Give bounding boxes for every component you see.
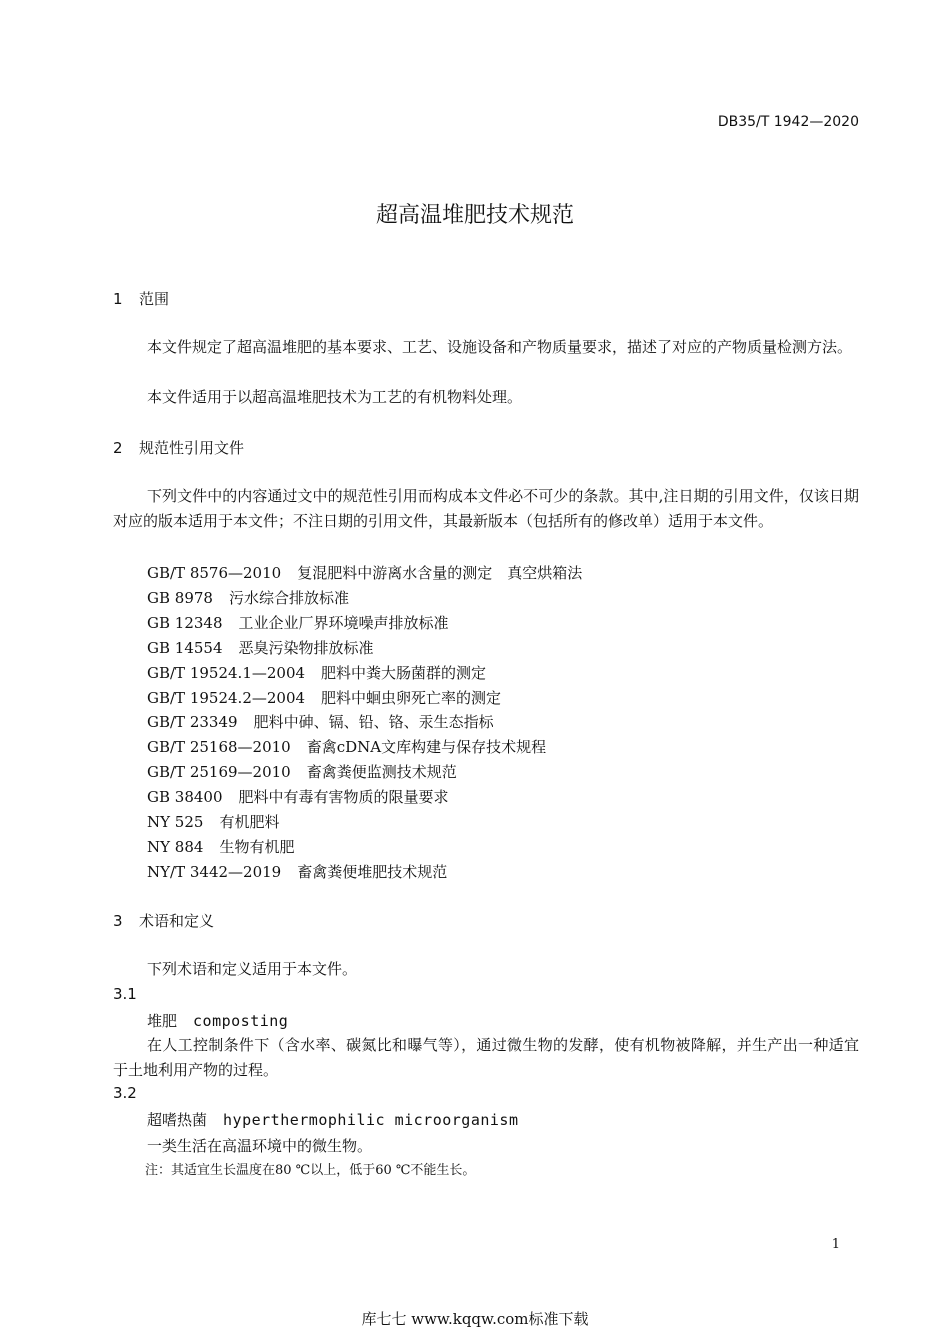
term-entry [147,1010,288,1031]
reference-code: NY 525 [147,813,204,831]
reference-code: NY 884 [147,838,204,856]
reference-code: GB 12348 [147,614,223,632]
reference-title: 畜禽粪便监测技术规范 [306,763,457,781]
footer-watermark: 库七七 www.kqqw.com标准下载 [361,1310,589,1328]
term-en: hyperthermophilic microorganism [223,1111,519,1129]
paragraph: 本文件适用于以超高温堆肥技术为工艺的有机物料处理。 [147,388,523,406]
note: 注：其适宜生长温度在80 ℃以上，低于60 ℃不能生长。 [145,1163,476,1178]
reference-code: GB 14554 [147,639,223,657]
reference-item [147,687,501,708]
reference-title: 工业企业厂界环境噪声排放标准 [238,614,449,632]
reference-code: GB/T 25168—2010 [147,738,291,756]
paragraph: 下列文件中的内容通过文中的规范性引用而构成本文件必不可少的条款。其中,注日期的引用文件，仅该日期对应的版本适用于本文件；不注日期的引用文件，其最新版本（包括所有的修改单）适用于本文件。 [113,487,859,530]
section-3-heading [113,910,214,931]
term-zh: 超嗜热菌 [147,1111,208,1129]
reference-code: GB/T 19524.2—2004 [147,689,306,707]
reference-item [147,811,279,832]
section-number: 3 [113,912,123,930]
term-definition: 一类生活在高温环境中的微生物。 [147,1137,373,1155]
reference-title: 畜禽cDNA文库构建与保存技术规程 [306,738,547,756]
reference-code: GB 8978 [147,589,213,607]
reference-code: GB 38400 [147,788,223,806]
reference-item [147,736,546,757]
reference-code: NY/T 3442—2019 [147,863,282,881]
paragraph: 下列术语和定义适用于本文件。 [147,960,358,978]
reference-title: 复混肥料中游离水含量的测定 真空烘箱法 [297,564,583,582]
section-2-heading [113,437,244,458]
reference-code: GB/T 23349 [147,713,238,731]
term-definition: 在人工控制条件下（含水率、碳氮比和曝气等），通过微生物的发酵，使有机物被降解，并生产出一种适宜于土地利用产物的过程。 [113,1036,859,1079]
page-number: 1 [831,1237,840,1252]
reference-item [147,562,582,583]
clause-number: 3.2 [113,1084,137,1102]
section-number: 1 [113,290,123,308]
document-id: DB35/T 1942—2020 [717,114,859,130]
section-title: 范围 [139,290,170,308]
reference-title: 肥料中蛔虫卵死亡率的测定 [321,689,502,707]
reference-title: 肥料中有毒有害物质的限量要求 [238,788,449,806]
reference-item [147,836,294,857]
reference-title: 肥料中粪大肠菌群的测定 [321,664,487,682]
reference-title: 生物有机肥 [219,838,295,856]
term-zh: 堆肥 [147,1012,178,1030]
reference-code: GB/T 25169—2010 [147,763,291,781]
reference-title: 有机肥料 [219,813,280,831]
reference-item [147,711,494,732]
reference-item [147,637,374,658]
term-entry [147,1109,518,1130]
reference-code: GB/T 19524.1—2004 [147,664,306,682]
reference-item [147,761,457,782]
reference-title: 畜禽粪便堆肥技术规范 [297,863,448,881]
reference-title: 恶臭污染物排放标准 [238,639,374,657]
document-title: 超高温堆肥技术规范 [375,203,574,228]
reference-item [147,662,486,683]
paragraph: 本文件规定了超高温堆肥的基本要求、工艺、设施设备和产物质量要求，描述了对应的产物质量检测方法。 [147,338,853,356]
section-1-heading [113,288,169,309]
reference-code: GB/T 8576—2010 [147,564,282,582]
section-number: 2 [113,439,123,457]
reference-item [147,861,447,882]
term-en: composting [193,1012,289,1030]
reference-item [147,612,449,633]
reference-item [147,786,449,807]
reference-item [147,587,349,608]
reference-title: 污水综合排放标准 [228,589,349,607]
clause-number: 3.1 [113,985,137,1003]
reference-title: 肥料中砷、镉、铅、铬、汞生态指标 [253,713,494,731]
section-title: 术语和定义 [139,912,215,930]
section-title: 规范性引用文件 [139,439,245,457]
